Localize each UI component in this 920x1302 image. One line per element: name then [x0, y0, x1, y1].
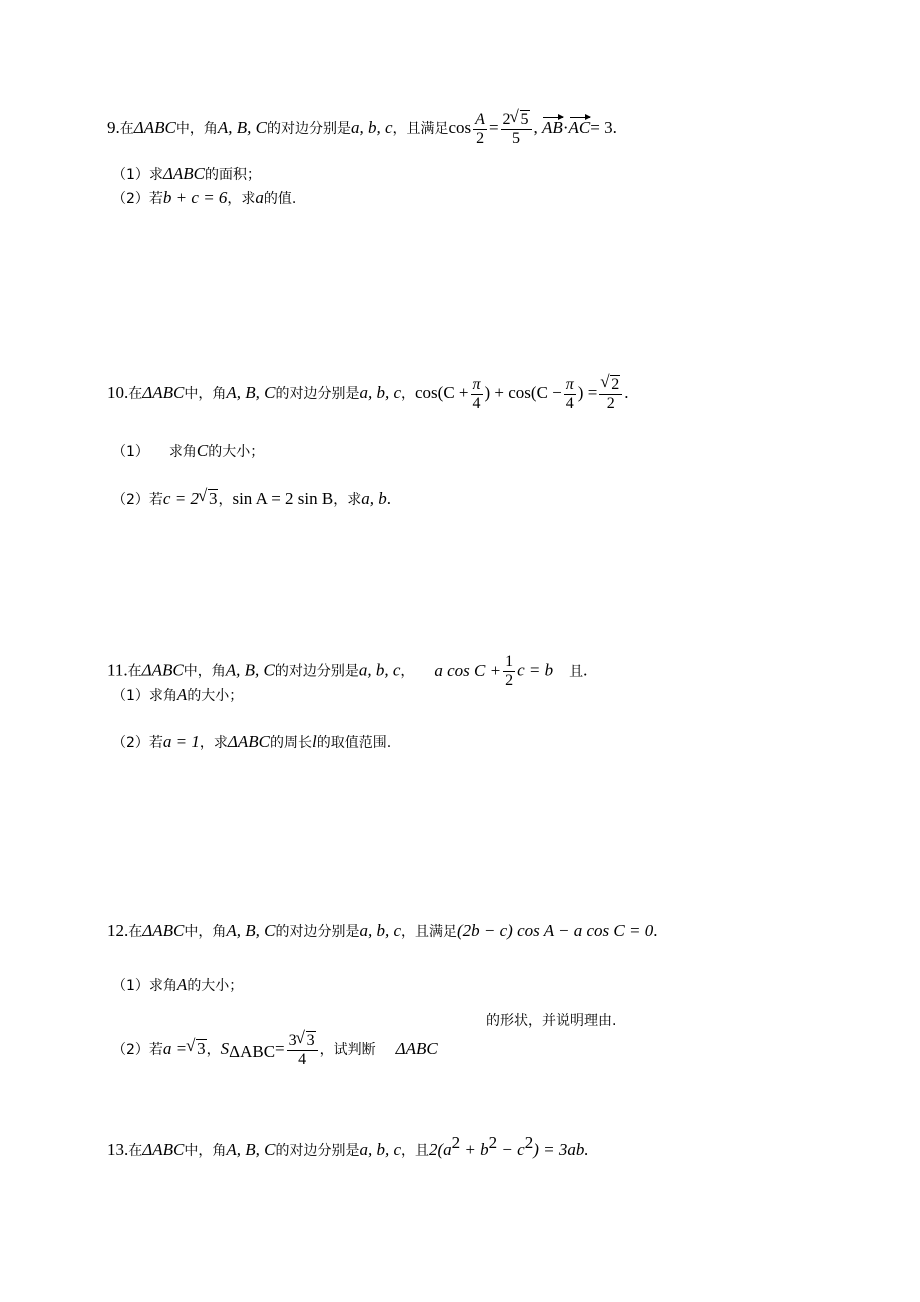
problem-10-part-2: （2）若c = 2√ 3，sin A = 2 sin B，求a, b.	[112, 489, 391, 509]
sqrt: √ 5	[511, 110, 530, 129]
problem-10-part-1: （1） 求角C的大小；	[112, 441, 265, 460]
fraction: $\frac{A}{2}$	[475, 110, 485, 147]
fraction: $\frac{2√ 5}{5}$	[501, 110, 532, 148]
sqrt: √ 3	[199, 489, 219, 508]
sqrt: √ 2	[601, 375, 620, 394]
problem-13-statement: 13.在ΔABC中，角A, B, C的对边分别是a, b, c，且$2(a^2 + b^2 - c^2) = 3ab$.	[107, 1133, 589, 1159]
problem-12-part-2: （2）若a =√ 3，$S_{\Delta ABC}=$ $\frac{3√ 3}{4}$ ，试判断 ΔABC	[112, 1031, 438, 1069]
problem-number: 10.	[107, 383, 129, 402]
problem-11-part-1: （1）求角A的大小；	[112, 685, 244, 704]
problem-11-part-2: （2）若a = 1，求ΔABC的周长l的取值范围.	[112, 732, 392, 751]
sqrt: √ 3	[297, 1031, 316, 1050]
problem-number: 9.	[107, 118, 120, 137]
problem-12-statement: 12.在ΔABC中，角A, B, C的对边分别是a, b, c，且满足(2b − c) cos A − a cos C = 0.	[107, 921, 658, 940]
problem-11-statement: 11.在ΔABC中，角A, B, C的对边分别是a, b, c， a cos C + $\frac{1}{2}$ c = b 且.	[107, 653, 588, 689]
vector-ab: AB	[542, 118, 563, 137]
problem-12-part-1: （1）求角A的大小；	[112, 975, 244, 994]
problem-12-part-2-tail: 的形状，并说明理由.	[486, 1013, 617, 1029]
problem-number: 13.	[107, 1140, 129, 1159]
problem-9-statement: 9.在ΔABC中，角A, B, C的对边分别是a, b, c，且满足cos $\frac{A}{2}$ = $\frac{2√ 5}{5}$ , AB·AC= 3.	[107, 110, 617, 148]
fraction: √ $\frac{2}{2}$	[599, 375, 622, 413]
problem-number: 12.	[107, 921, 129, 940]
fraction: $\frac{3√ 3}{4}$	[287, 1031, 318, 1069]
problem-number: 11.	[107, 660, 128, 680]
problem-9-part-1: （1）求ΔABC的面积；	[112, 164, 262, 183]
fraction: $\frac{\pi}{4}$	[565, 375, 574, 412]
sqrt: √ 3	[187, 1039, 207, 1058]
fraction: $\frac{1}{2}$	[505, 653, 514, 689]
problem-10-statement: 10.在ΔABC中，角A, B, C的对边分别是a, b, c，cos(C + $\frac{\pi}{4}$ ) + cos(C − $\frac{\pi}{4}$ ) = √ $\frac{2}{2}$ .	[107, 375, 629, 413]
fraction: $\frac{\pi}{4}$	[472, 375, 481, 412]
vector-ac: AC	[568, 118, 591, 137]
problem-9-part-2: （2）若b + c = 6，求a的值.	[112, 188, 297, 207]
